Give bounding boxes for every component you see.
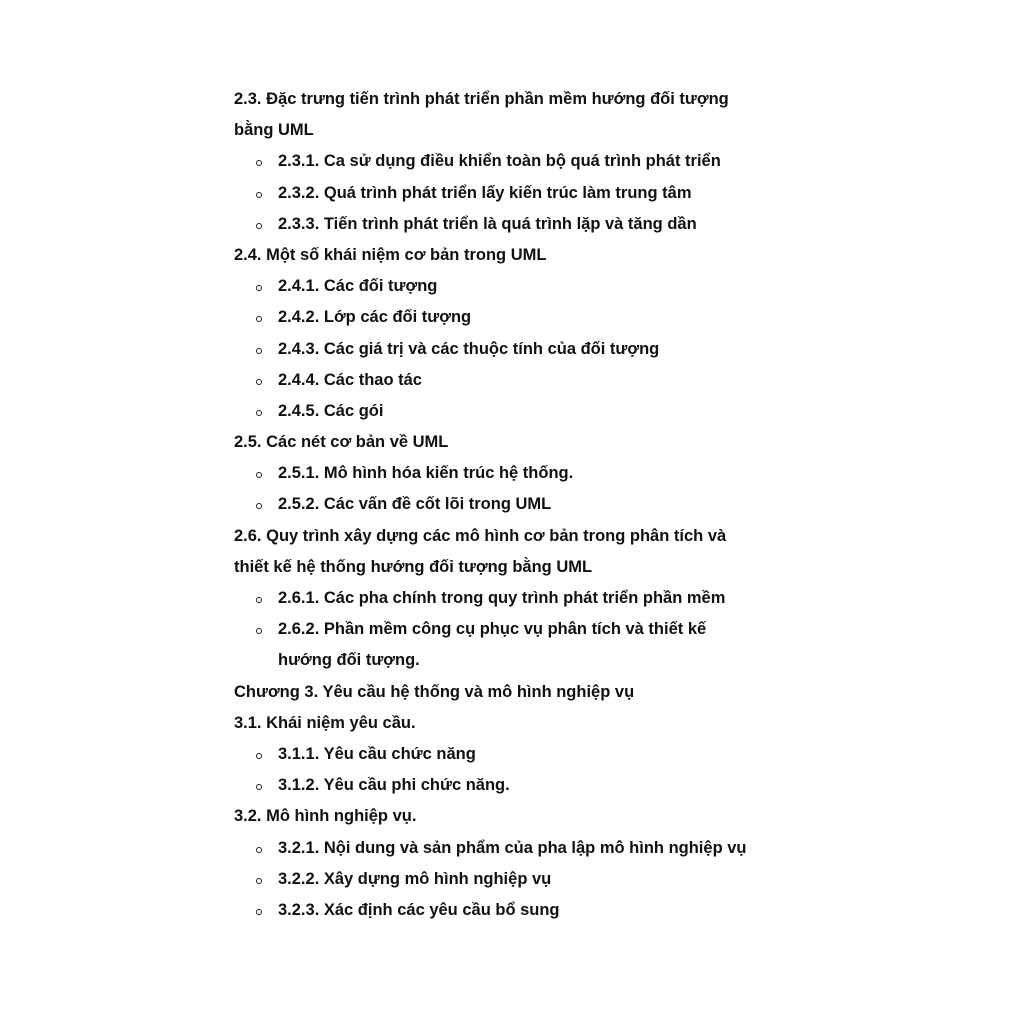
- circle-bullet-icon: [256, 316, 262, 322]
- circle-bullet-icon: [256, 753, 262, 759]
- section-heading: [234, 84, 794, 115]
- list-item-text: 2.4.3. Các giá trị và các thuộc tính của đối tượng: [278, 339, 660, 358]
- list-item: [234, 209, 794, 240]
- list-item-text: 2.3.1. Ca sử dụng điều khiển toàn bộ quá trình phát triển: [278, 152, 721, 171]
- list-item-text: 3.1.1. Yêu cầu chức năng: [278, 744, 476, 763]
- list-item: [234, 396, 794, 427]
- section-heading-text: bằng UML: [234, 121, 314, 140]
- list-item: [234, 365, 794, 396]
- list-item-text: 2.3.2. Quá trình phát triển lấy kiến trúc làm trung tâm: [278, 183, 692, 202]
- list-item-text: 2.6.2. Phần mềm công cụ phục vụ phân tích và thiết kế: [278, 620, 707, 639]
- list-item: [234, 614, 794, 645]
- list-item: [234, 302, 794, 333]
- section-heading-text: 3.2. Mô hình nghiệp vụ.: [234, 807, 417, 826]
- table-of-contents: [234, 84, 794, 926]
- list-item-continuation: [234, 645, 794, 676]
- circle-bullet-icon: [256, 472, 262, 478]
- list-item: [234, 178, 794, 209]
- section-heading: [234, 240, 794, 271]
- list-item: [234, 489, 794, 520]
- circle-bullet-icon: [256, 847, 262, 853]
- section-heading-text: 2.4. Một số khái niệm cơ bản trong UML: [234, 245, 547, 264]
- section-heading-continuation: [234, 552, 794, 583]
- list-item: [234, 583, 794, 614]
- circle-bullet-icon: [256, 223, 262, 229]
- circle-bullet-icon: [256, 285, 262, 291]
- list-item-text: 2.4.2. Lớp các đối tượng: [278, 308, 472, 327]
- section-heading-text: 2.3. Đặc trưng tiến trình phát triển phần mềm hướng đối tượng: [234, 90, 729, 108]
- section-heading: [234, 801, 794, 832]
- list-item-text: 3.2.3. Xác định các yêu cầu bổ sung: [278, 900, 560, 919]
- circle-bullet-icon: [256, 192, 262, 198]
- circle-bullet-icon: [256, 348, 262, 354]
- list-item-text: 3.2.2. Xây dựng mô hình nghiệp vụ: [278, 869, 552, 888]
- list-item: [234, 334, 794, 365]
- section-heading-text: 2.6. Quy trình xây dựng các mô hình cơ bản trong phân tích và: [234, 526, 727, 545]
- list-item: [234, 864, 794, 895]
- list-item-text: hướng đối tượng.: [278, 651, 420, 670]
- section-heading: [234, 521, 794, 552]
- circle-bullet-icon: [256, 503, 262, 509]
- section-heading-text: 3.1. Khái niệm yêu cầu.: [234, 713, 416, 732]
- section-heading: [234, 427, 794, 458]
- circle-bullet-icon: [256, 909, 262, 915]
- section-heading-text: 2.5. Các nét cơ bản về UML: [234, 433, 449, 452]
- list-item: [234, 833, 794, 864]
- list-item-text: 2.4.1. Các đối tượng: [278, 277, 438, 296]
- list-item-text: 2.3.3. Tiến trình phát triển là quá trình lặp và tăng dần: [278, 214, 697, 233]
- list-item-text: 3.1.2. Yêu cầu phi chức năng.: [278, 776, 510, 795]
- circle-bullet-icon: [256, 410, 262, 416]
- chapter-heading-text: Chương 3. Yêu cầu hệ thống và mô hình nghiệp vụ: [234, 682, 635, 701]
- list-item-text: 2.5.1. Mô hình hóa kiến trúc hệ thống.: [278, 464, 574, 483]
- list-item-text: 2.4.4. Các thao tác: [278, 370, 422, 389]
- circle-bullet-icon: [256, 597, 262, 603]
- list-item: [234, 770, 794, 801]
- list-item: [234, 458, 794, 489]
- circle-bullet-icon: [256, 628, 262, 634]
- circle-bullet-icon: [256, 160, 262, 166]
- chapter-heading: [234, 677, 794, 708]
- section-heading: [234, 708, 794, 739]
- list-item: [234, 271, 794, 302]
- list-item: [234, 739, 794, 770]
- list-item-text: 2.6.1. Các pha chính trong quy trình phát triển phần mềm: [278, 589, 726, 607]
- circle-bullet-icon: [256, 379, 262, 385]
- section-heading-text: thiết kế hệ thống hướng đối tượng bằng UML: [234, 557, 593, 576]
- list-item: [234, 146, 794, 177]
- circle-bullet-icon: [256, 878, 262, 884]
- list-item: [234, 895, 794, 926]
- list-item-text: 2.5.2. Các vấn đề cốt lõi trong UML: [278, 495, 552, 514]
- section-heading-continuation: [234, 115, 794, 146]
- list-item-text: 2.4.5. Các gói: [278, 401, 384, 420]
- circle-bullet-icon: [256, 784, 262, 790]
- list-item-text: 3.2.1. Nội dung và sản phẩm của pha lập mô hình nghiệp vụ: [278, 838, 747, 857]
